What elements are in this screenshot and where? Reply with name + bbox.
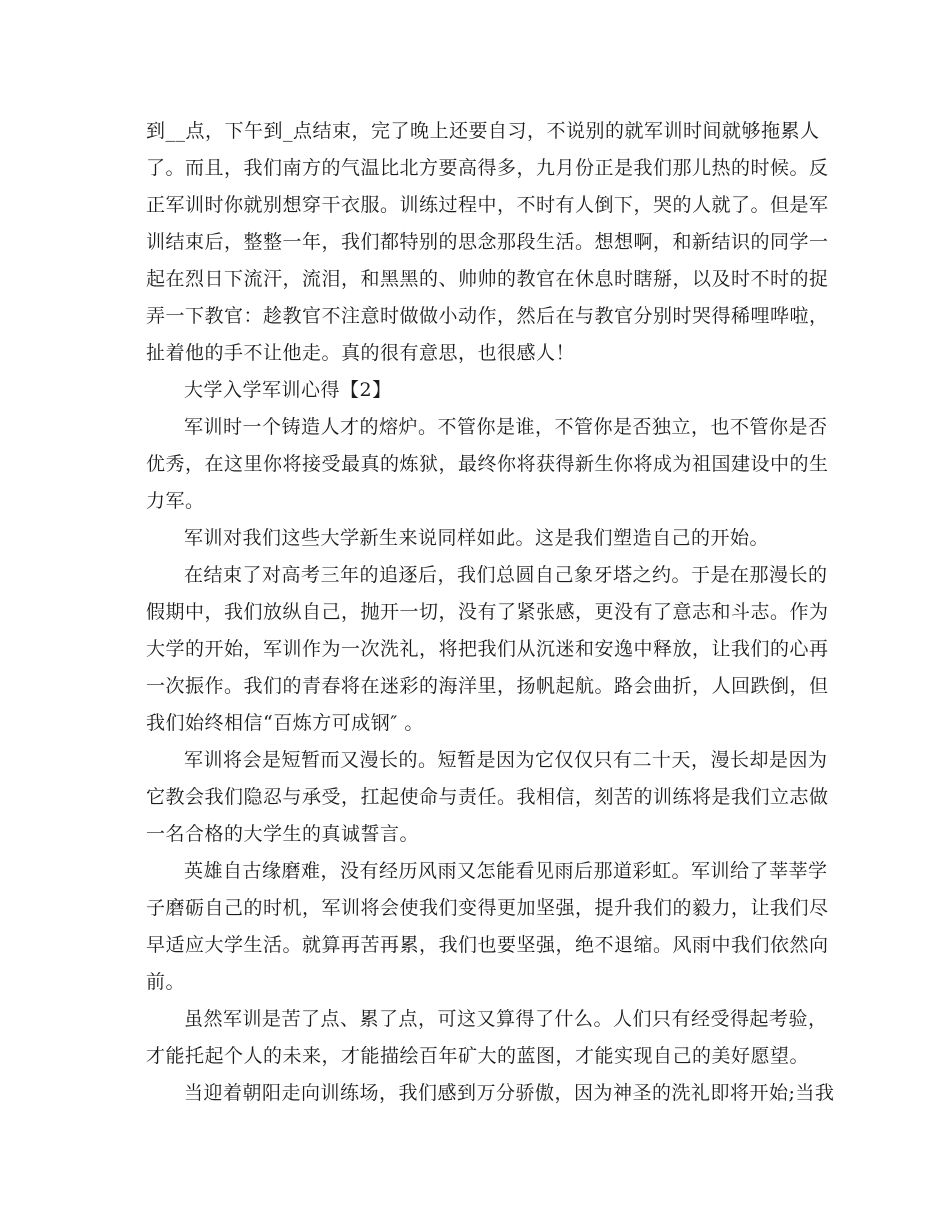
text-line: 它教会我们隐忍与承受，扛起使命与责任。我相信，刻苦的训练将是我们立志做	[146, 786, 829, 808]
text-line: 到__点，下午到_点结束，完了晚上还要自习，不说别的就军训时间就够拖累人	[146, 120, 820, 142]
text-line: 军训对我们这些大学新生来说同样如此。这是我们塑造自己的开始。	[184, 527, 770, 549]
text-line: 前。	[146, 971, 186, 993]
text-line: 一次振作。我们的青春将在迷彩的海洋里，扬帆起航。路会曲折，人回跌倒，但	[146, 675, 829, 697]
text-line: 优秀，在这里你将接受最真的炼狱，最终你将获得新生你将成为祖国建设中的生	[146, 453, 829, 475]
text-line: 大学入学军训心得【2】	[184, 379, 392, 401]
text-line: 力军。	[146, 490, 205, 512]
text-line: 早适应大学生活。就算再苦再累，我们也要坚强，绝不退缩。风雨中我们依然向	[146, 934, 829, 956]
text-line: 假期中，我们放纵自己，抛开一切，没有了紧张感，更没有了意志和斗志。作为	[146, 601, 829, 623]
text-line: 虽然军训是苦了点、累了点，可这又算得了什么。人们只有经受得起考验，	[184, 1008, 828, 1030]
text-line: 正军训时你就别想穿干衣服。训练过程中，不时有人倒下，哭的人就了。但是军	[146, 194, 829, 216]
text-line: 军训将会是短暂而又漫长的。短暂是因为它仅仅只有二十天，漫长却是因为	[184, 749, 828, 771]
text-line: 当迎着朝阳走向训练场，我们感到万分骄傲，因为神圣的洗礼即将开始;当我	[184, 1082, 835, 1104]
text-line: 弄一下教官：趁教官不注意时做做小动作，然后在与教官分别时哭得稀哩哗啦，	[146, 305, 829, 327]
document-body	[146, 113, 835, 1112]
text-line: 训结束后，整整一年，我们都特别的思念那段生活。想想啊，和新结识的同学一	[146, 231, 829, 253]
text-line: 子磨砺自己的时机，军训将会使我们变得更加坚强，提升我们的毅力，让我们尽	[146, 897, 829, 919]
text-line: 起在烈日下流汗，流泪，和黑黑的、帅帅的教官在休息时瞎掰，以及时不时的捉	[146, 268, 829, 290]
text-line: 一名合格的大学生的真诚誓言。	[146, 823, 420, 845]
text-line: 扯着他的手不让他走。真的很有意思，也很感人！	[146, 342, 576, 364]
text-line: 了。而且，我们南方的气温比北方要高得多，九月份正是我们那儿热的时候。反	[146, 157, 829, 179]
text-line: 大学的开始，军训作为一次洗礼，将把我们从沉迷和安逸中释放，让我们的心再	[146, 638, 829, 660]
text-line: 才能托起个人的未来，才能描绘百年矿大的蓝图，才能实现自己的美好愿望。	[146, 1045, 810, 1067]
text-line: 我们始终相信“百炼方可成钢″ 。	[146, 712, 424, 734]
text-line: 英雄自古缘磨难，没有经历风雨又怎能看见雨后那道彩虹。军训给了莘莘学	[184, 860, 828, 882]
text-line: 军训时一个铸造人才的熔炉。不管你是谁，不管你是否独立，也不管你是否	[184, 416, 828, 438]
text-line: 在结束了对高考三年的追逐后，我们总圆自己象牙塔之约。于是在那漫长的	[184, 564, 828, 586]
